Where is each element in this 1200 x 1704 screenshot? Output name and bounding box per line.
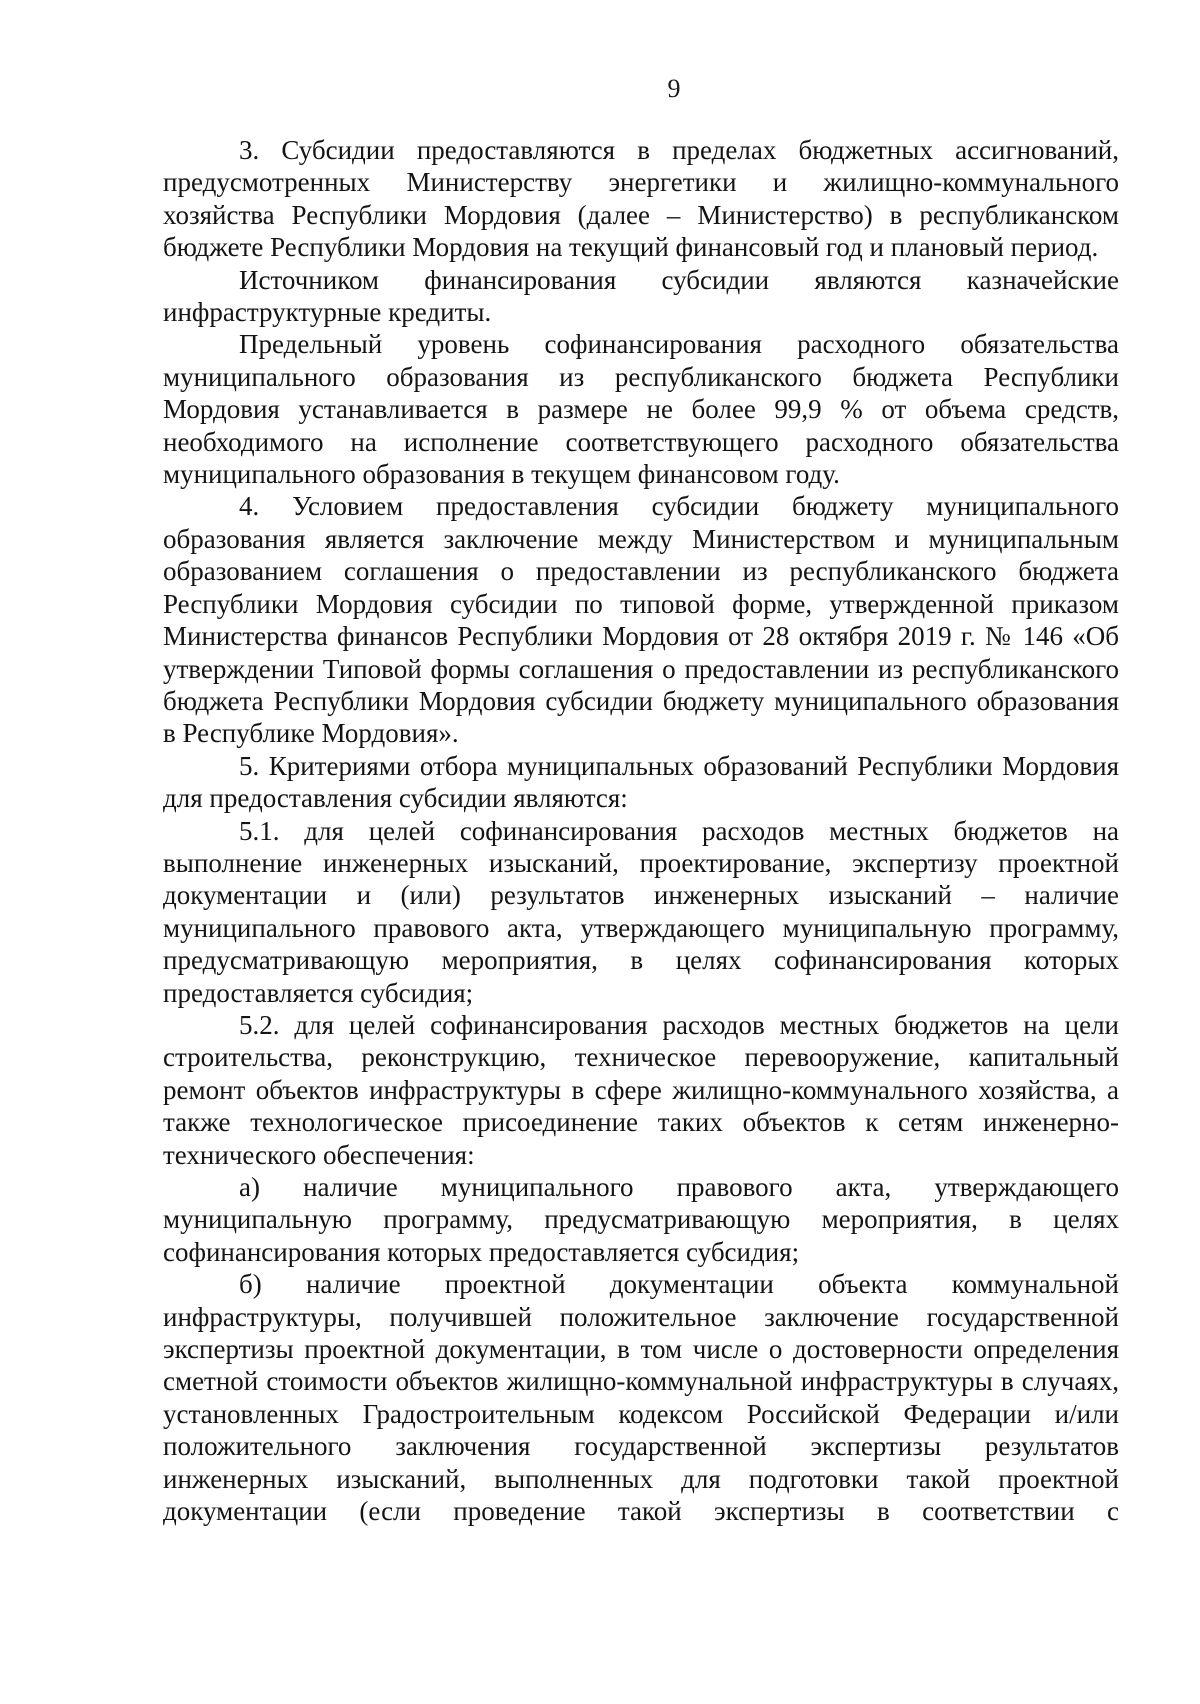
paragraph-5-1: 5.1. для целей софинансирования расходов местных бюджетов на выполнение инженерных изысканий, проектирование, экспертизу проектной документации и (или) результатов инженерных изысканий – наличие муниципального правового акта, утверждающего муниципальную программу, предусматривающую мероприятия, в целях софинансирования которых предоставляется субсидия;	[163, 815, 1119, 1008]
paragraph-5-criteria: 5. Критериями отбора муниципальных образований Республики Мордовия для предоставления субсидии являются:	[163, 750, 1119, 814]
paragraph-funding-source: Источником финансирования субсидии являются казначейские инфраструктурные кредиты.	[163, 264, 1119, 328]
paragraph-5-2: 5.2. для целей софинансирования расходов местных бюджетов на цели строительства, реконструкцию, техническое перевооружение, капитальный ремонт объектов инфраструктуры в сфере жилищно-коммунального хозяйства, а также технологическое присоединение таких объектов к сетям инженерно-технического обеспечения:	[163, 1009, 1119, 1170]
paragraph-3-subsidies-limits: 3. Субсидии предоставляются в пределах бюджетных ассигнований, предусмотренных Министерству энергетики и жилищно-коммунального хозяйства Республики Мордовия (далее – Министерство) в республиканском бюджете Республики Мордовия на текущий финансовый год и плановый период.	[163, 135, 1119, 263]
paragraph-cofinancing-level: Предельный уровень софинансирования расходного обязательства муниципального образования из республиканского бюджета Республики Мордовия устанавливается в размере не более 99,9 % от объема средств, необходимого на исполнение соответствующего расходного обязательства муниципального образования в текущем финансовом году.	[163, 329, 1119, 490]
paragraph-5-2-a: а) наличие муниципального правового акта, утверждающего муниципальную программу, предусматривающую мероприятия, в целях софинансирования которых предоставляется субсидия;	[163, 1172, 1119, 1267]
page-number: 9	[667, 74, 681, 103]
paragraph-4-condition: 4. Условием предоставления субсидии бюджету муниципального образования является заключение между Министерством и муниципальным образованием соглашения о предоставлении из республиканского бюджета Республики Мордовия субсидии по типовой форме, утвержденной приказом Министерства финансов Республики Мордовия от 28 октября 2019 г. № 146 «Об утверждении Типовой формы соглашения о предоставлении из республиканского бюджета Республики Мордовия субсидии бюджету муниципального образования в Республике Мордовия».	[163, 491, 1119, 749]
paragraph-5-2-b: б) наличие проектной документации объекта коммунальной инфраструктуры, получившей положительное заключение государственной экспертизы проектной документации, в том числе о достоверности определения сметной стоимости объектов жилищно-коммунальной инфраструктуры в случаях, установленных Градостроительным кодексом Российской Федерации и/или положительного заключения государственной экспертизы результатов инженерных изысканий, выполненных для подготовки такой проектной документации (если проведение такой экспертизы в соответствии с	[163, 1269, 1119, 1527]
document-body	[163, 134, 1119, 1527]
